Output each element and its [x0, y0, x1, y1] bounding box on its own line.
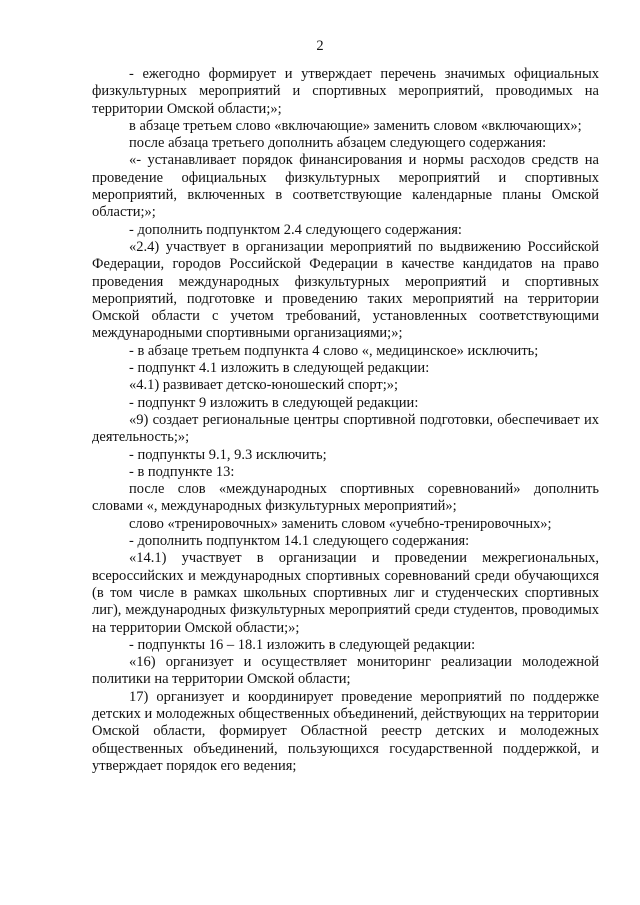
paragraph: 17) организует и координирует проведение мероприятий по поддержке детских и молодежных общественных объединений, действующих на территории Омской области, формирует Областной реестр детских и молодежных общественных объединений, пользующихся государственной поддержкой, и утверждает порядок его ведения; [92, 688, 599, 774]
paragraph: «- устанавливает порядок финансирования и нормы расходов средств на проведение официальных физкультурных мероприятий и спортивных мероприятий, включенных в соответствующие календарные планы Омской области;»; [92, 152, 599, 221]
document-body [92, 66, 599, 775]
paragraph: «2.4) участвует в организации мероприятий по выдвижению Российской Федерации, городов Российской Федерации в качестве кандидатов на право проведения международных физкультурных мероприятий и спортивных мероприятий, подготовке и проведению таких мероприятий на территории Омской области с учетом требований, установленных соответствующими международными спортивными организациями;»; [92, 238, 599, 342]
paragraph: - подпункт 9 изложить в следующей редакции: [129, 394, 419, 411]
paragraph: в абзаце третьем слово «включающие» заменить словом «включающих»; [129, 117, 582, 134]
paragraph: - в подпункте 13: [129, 463, 235, 480]
paragraph: - дополнить подпунктом 14.1 следующего содержания: [129, 533, 470, 550]
paragraph: «14.1) участвует в организации и проведении межрегиональных, всероссийских и международных спортивных соревнований среди обучающихся (в том числе в рамках школьных спортивных лиг и студенческих спортивных лиг), международных физкультурных мероприятий среди студентов, проводимых на территории Омской области;»; [92, 550, 599, 636]
paragraph: - ежегодно формирует и утверждает перечень значимых официальных физкультурных мероприятий и спортивных мероприятий, проводимых на территории Омской области;»; [92, 66, 599, 117]
paragraph: - дополнить подпунктом 2.4 следующего содержания: [129, 221, 462, 238]
paragraph: слово «тренировочных» заменить словом «учебно-тренировочных»; [129, 515, 552, 532]
paragraph: «16) организует и осуществляет мониторинг реализации молодежной политики на территории Омской области; [92, 654, 599, 688]
paragraph: - в абзаце третьем подпункта 4 слово «, медицинское» исключить; [129, 342, 539, 359]
page-number: 2 [316, 38, 324, 54]
paragraph: после слов «международных спортивных соревнований» дополнить словами «, международных физкультурных мероприятий»; [92, 481, 599, 515]
paragraph: - подпункты 9.1, 9.3 исключить; [129, 446, 327, 463]
paragraph: «9) создает региональные центры спортивной подготовки, обеспечивает их деятельность;»; [92, 411, 599, 446]
paragraph: - подпункт 4.1 изложить в следующей редакции: [129, 360, 430, 377]
paragraph: после абзаца третьего дополнить абзацем следующего содержания: [129, 135, 547, 152]
paragraph: - подпункты 16 – 18.1 изложить в следующей редакции: [129, 636, 476, 653]
paragraph: «4.1) развивает детско-юношеский спорт;»; [129, 377, 399, 394]
